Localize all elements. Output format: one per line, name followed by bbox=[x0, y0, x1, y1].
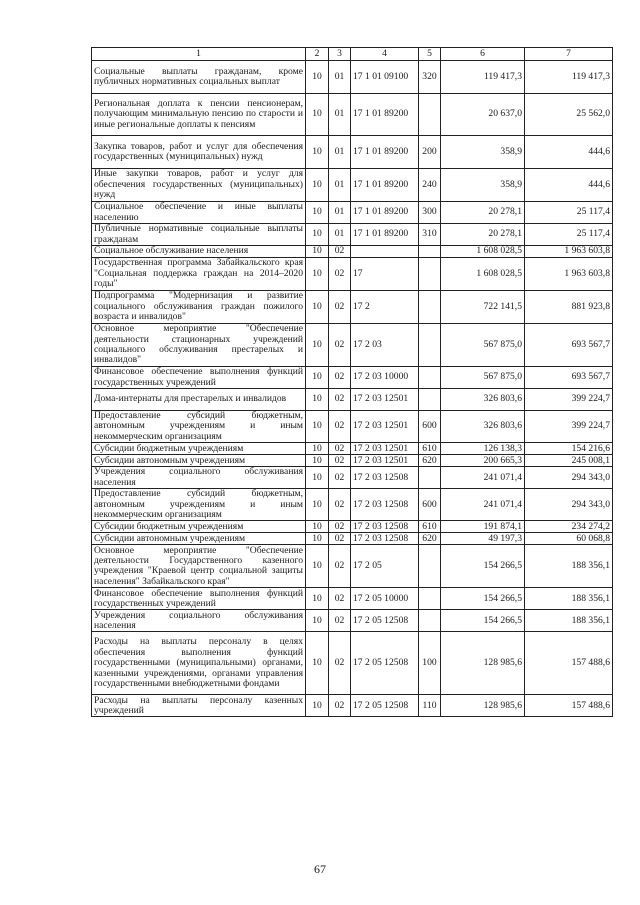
row-amount-year1-cell: 119 417,3 bbox=[441, 61, 525, 94]
row-name-cell: Субсидии бюджетным учреждениям bbox=[92, 443, 306, 455]
row-target-article-cell: 17 2 03 12508 bbox=[351, 467, 419, 489]
row-amount-year2-cell: 157 488,6 bbox=[525, 695, 613, 717]
row-target-article-cell: 17 1 01 89200 bbox=[351, 224, 419, 246]
row-amount-year1-cell: 49 197,3 bbox=[441, 533, 525, 545]
row-amount-year2-cell: 444,6 bbox=[525, 136, 613, 169]
row-target-article-cell: 17 1 01 89200 bbox=[351, 136, 419, 169]
row-expense-type-cell bbox=[419, 467, 441, 489]
row-expense-type-cell bbox=[419, 367, 441, 389]
row-expense-type-cell: 110 bbox=[419, 695, 441, 717]
row-expense-type-cell: 620 bbox=[419, 455, 441, 467]
row-amount-year1-cell: 567 875,0 bbox=[441, 367, 525, 389]
header-cell: 6 bbox=[441, 48, 525, 61]
row-subsection-cell: 01 bbox=[329, 61, 351, 94]
row-amount-year2-cell: 399 224,7 bbox=[525, 411, 613, 443]
row-amount-year2-cell: 245 008,1 bbox=[525, 455, 613, 467]
row-amount-year2-cell: 25 562,0 bbox=[525, 94, 613, 136]
row-amount-year2-cell: 693 567,7 bbox=[525, 324, 613, 367]
row-subsection-cell: 02 bbox=[329, 324, 351, 367]
header-cell: 2 bbox=[306, 48, 329, 61]
row-name-cell: Предоставление субсидий бюджетным, автономным учреждениям и иным некоммерческим организациям bbox=[92, 489, 306, 521]
row-section-cell: 10 bbox=[306, 202, 329, 224]
row-target-article-cell: 17 2 bbox=[351, 291, 419, 324]
row-name-cell: Субсидии автономным учреждениям bbox=[92, 455, 306, 467]
row-section-cell: 10 bbox=[306, 367, 329, 389]
row-amount-year1-cell: 241 071,4 bbox=[441, 467, 525, 489]
row-target-article-cell: 17 2 03 12508 bbox=[351, 533, 419, 545]
row-subsection-cell: 02 bbox=[329, 610, 351, 632]
row-subsection-cell: 02 bbox=[329, 521, 351, 533]
row-expense-type-cell bbox=[419, 389, 441, 411]
row-amount-year1-cell: 358,9 bbox=[441, 169, 525, 202]
row-expense-type-cell bbox=[419, 324, 441, 367]
row-name-cell: Основное мероприятие "Обеспечение деятельности Государственного казенного учреждения "Краевой центр социальной защиты населения" Забайкальского края" bbox=[92, 545, 306, 588]
table-row bbox=[92, 224, 613, 246]
header-cell: 3 bbox=[329, 48, 351, 61]
row-amount-year2-cell: 157 488,6 bbox=[525, 632, 613, 695]
row-expense-type-cell bbox=[419, 610, 441, 632]
row-subsection-cell: 02 bbox=[329, 533, 351, 545]
row-amount-year1-cell: 1 608 028,5 bbox=[441, 258, 525, 291]
table-row bbox=[92, 246, 613, 258]
row-subsection-cell: 02 bbox=[329, 258, 351, 291]
row-name-cell: Региональная доплата к пенсии пенсионерам, получающим минимальную пенсию по старости и иные региональные доплаты к пенсиям bbox=[92, 94, 306, 136]
row-amount-year1-cell: 200 665,3 bbox=[441, 455, 525, 467]
row-target-article-cell: 17 2 03 12501 bbox=[351, 411, 419, 443]
row-section-cell: 10 bbox=[306, 411, 329, 443]
row-expense-type-cell bbox=[419, 94, 441, 136]
row-amount-year1-cell: 722 141,5 bbox=[441, 291, 525, 324]
row-amount-year2-cell: 154 216,6 bbox=[525, 443, 613, 455]
row-section-cell: 10 bbox=[306, 455, 329, 467]
row-amount-year2-cell: 25 117,4 bbox=[525, 202, 613, 224]
row-target-article-cell: 17 2 03 12501 bbox=[351, 443, 419, 455]
row-section-cell: 10 bbox=[306, 389, 329, 411]
row-subsection-cell: 02 bbox=[329, 411, 351, 443]
row-amount-year2-cell: 294 343,0 bbox=[525, 489, 613, 521]
row-section-cell: 10 bbox=[306, 467, 329, 489]
row-expense-type-cell: 610 bbox=[419, 521, 441, 533]
row-amount-year2-cell: 294 343,0 bbox=[525, 467, 613, 489]
row-expense-type-cell: 320 bbox=[419, 61, 441, 94]
row-amount-year1-cell: 20 278,1 bbox=[441, 224, 525, 246]
row-target-article-cell: 17 bbox=[351, 258, 419, 291]
table-row bbox=[92, 695, 613, 717]
row-subsection-cell: 02 bbox=[329, 246, 351, 258]
row-subsection-cell: 02 bbox=[329, 545, 351, 588]
row-expense-type-cell bbox=[419, 291, 441, 324]
row-subsection-cell: 02 bbox=[329, 632, 351, 695]
row-amount-year2-cell: 1 963 603,8 bbox=[525, 246, 613, 258]
row-name-cell: Социальное обслуживание населения bbox=[92, 246, 306, 258]
row-target-article-cell: 17 1 01 09100 bbox=[351, 61, 419, 94]
row-amount-year2-cell: 399 224,7 bbox=[525, 389, 613, 411]
row-amount-year2-cell: 188 356,1 bbox=[525, 545, 613, 588]
row-target-article-cell: 17 2 03 12508 bbox=[351, 521, 419, 533]
row-amount-year1-cell: 358,9 bbox=[441, 136, 525, 169]
row-expense-type-cell: 600 bbox=[419, 489, 441, 521]
row-amount-year1-cell: 128 985,6 bbox=[441, 695, 525, 717]
table-row bbox=[92, 632, 613, 695]
row-subsection-cell: 01 bbox=[329, 224, 351, 246]
table-row bbox=[92, 455, 613, 467]
row-amount-year2-cell: 60 068,8 bbox=[525, 533, 613, 545]
row-subsection-cell: 02 bbox=[329, 367, 351, 389]
row-section-cell: 10 bbox=[306, 136, 329, 169]
table-row bbox=[92, 202, 613, 224]
page-number: 67 bbox=[314, 862, 326, 876]
row-amount-year2-cell: 444,6 bbox=[525, 169, 613, 202]
table-row bbox=[92, 169, 613, 202]
row-expense-type-cell bbox=[419, 246, 441, 258]
row-name-cell: Подпрограмма "Модернизация и развитие социального обслуживания граждан пожилого возраста и инвалидов" bbox=[92, 291, 306, 324]
row-target-article-cell: 17 2 05 bbox=[351, 545, 419, 588]
row-expense-type-cell bbox=[419, 588, 441, 610]
row-name-cell: Финансовое обеспечение выполнения функций государственных учреждений bbox=[92, 588, 306, 610]
table-row bbox=[92, 521, 613, 533]
header-cell: 7 bbox=[525, 48, 613, 61]
table-row bbox=[92, 467, 613, 489]
header-cell: 4 bbox=[351, 48, 419, 61]
row-name-cell: Расходы на выплаты персоналу казенных учреждений bbox=[92, 695, 306, 717]
row-amount-year2-cell: 119 417,3 bbox=[525, 61, 613, 94]
row-name-cell: Государственная программа Забайкальского края "Социальная поддержка граждан на 2014–2020 годы" bbox=[92, 258, 306, 291]
budget-table-sheet bbox=[91, 47, 613, 717]
row-expense-type-cell bbox=[419, 258, 441, 291]
row-amount-year2-cell: 881 923,8 bbox=[525, 291, 613, 324]
row-name-cell: Закупка товаров, работ и услуг для обеспечения государственных (муниципальных) нужд bbox=[92, 136, 306, 169]
row-section-cell: 10 bbox=[306, 588, 329, 610]
row-name-cell: Расходы на выплаты персоналу в целях обеспечения выполнения функций государственными (муниципальными) органами, казенными учреждениями, органами управления государственными внебюджетными фондами bbox=[92, 632, 306, 695]
table-row bbox=[92, 489, 613, 521]
row-amount-year1-cell: 154 266,5 bbox=[441, 545, 525, 588]
row-section-cell: 10 bbox=[306, 443, 329, 455]
table-row bbox=[92, 367, 613, 389]
row-subsection-cell: 02 bbox=[329, 389, 351, 411]
row-section-cell: 10 bbox=[306, 324, 329, 367]
row-amount-year1-cell: 1 608 028,5 bbox=[441, 246, 525, 258]
row-target-article-cell: 17 1 01 89200 bbox=[351, 94, 419, 136]
row-amount-year1-cell: 241 071,4 bbox=[441, 489, 525, 521]
row-name-cell: Субсидии бюджетным учреждениям bbox=[92, 521, 306, 533]
table-row bbox=[92, 588, 613, 610]
row-amount-year1-cell: 154 266,5 bbox=[441, 588, 525, 610]
row-amount-year2-cell: 188 356,1 bbox=[525, 610, 613, 632]
row-target-article-cell: 17 2 03 bbox=[351, 324, 419, 367]
row-target-article-cell: 17 2 05 12508 bbox=[351, 695, 419, 717]
table-row bbox=[92, 94, 613, 136]
row-target-article-cell: 17 2 03 10000 bbox=[351, 367, 419, 389]
row-name-cell: Учреждения социального обслуживания населения bbox=[92, 610, 306, 632]
row-amount-year1-cell: 128 985,6 bbox=[441, 632, 525, 695]
row-expense-type-cell: 310 bbox=[419, 224, 441, 246]
row-subsection-cell: 02 bbox=[329, 695, 351, 717]
row-section-cell: 10 bbox=[306, 521, 329, 533]
row-name-cell: Социальные выплаты гражданам, кроме публичных нормативных социальных выплат bbox=[92, 61, 306, 94]
row-amount-year1-cell: 326 803,6 bbox=[441, 389, 525, 411]
row-name-cell: Иные закупки товаров, работ и услуг для обеспечения государственных (муниципальных) нужд bbox=[92, 169, 306, 202]
row-target-article-cell: 17 1 01 89200 bbox=[351, 202, 419, 224]
row-subsection-cell: 01 bbox=[329, 94, 351, 136]
row-subsection-cell: 01 bbox=[329, 202, 351, 224]
row-section-cell: 10 bbox=[306, 489, 329, 521]
row-subsection-cell: 02 bbox=[329, 489, 351, 521]
row-expense-type-cell: 620 bbox=[419, 533, 441, 545]
row-name-cell: Дома-интернаты для престарелых и инвалидов bbox=[92, 389, 306, 411]
row-section-cell: 10 bbox=[306, 610, 329, 632]
row-target-article-cell: 17 2 05 12508 bbox=[351, 632, 419, 695]
row-amount-year2-cell: 188 356,1 bbox=[525, 588, 613, 610]
row-name-cell: Социальное обеспечение и иные выплаты населению bbox=[92, 202, 306, 224]
table-row bbox=[92, 389, 613, 411]
row-target-article-cell: 17 2 03 12501 bbox=[351, 455, 419, 467]
row-subsection-cell: 01 bbox=[329, 136, 351, 169]
header-cell: 5 bbox=[419, 48, 441, 61]
row-section-cell: 10 bbox=[306, 291, 329, 324]
row-section-cell: 10 bbox=[306, 533, 329, 545]
row-section-cell: 10 bbox=[306, 94, 329, 136]
table-row bbox=[92, 324, 613, 367]
row-amount-year2-cell: 25 117,4 bbox=[525, 224, 613, 246]
row-expense-type-cell: 240 bbox=[419, 169, 441, 202]
row-amount-year2-cell: 693 567,7 bbox=[525, 367, 613, 389]
table-row bbox=[92, 61, 613, 94]
row-section-cell: 10 bbox=[306, 695, 329, 717]
row-name-cell: Учреждения социального обслуживания населения bbox=[92, 467, 306, 489]
row-section-cell: 10 bbox=[306, 246, 329, 258]
row-amount-year2-cell: 234 274,2 bbox=[525, 521, 613, 533]
table-row bbox=[92, 443, 613, 455]
row-amount-year1-cell: 126 138,3 bbox=[441, 443, 525, 455]
row-name-cell: Предоставление субсидий бюджетным, автономным учреждениям и иным некоммерческим организациям bbox=[92, 411, 306, 443]
row-expense-type-cell: 600 bbox=[419, 411, 441, 443]
row-amount-year1-cell: 326 803,6 bbox=[441, 411, 525, 443]
row-section-cell: 10 bbox=[306, 545, 329, 588]
table-row bbox=[92, 136, 613, 169]
row-section-cell: 10 bbox=[306, 224, 329, 246]
row-expense-type-cell: 100 bbox=[419, 632, 441, 695]
row-amount-year1-cell: 567 875,0 bbox=[441, 324, 525, 367]
table-row bbox=[92, 258, 613, 291]
row-expense-type-cell: 300 bbox=[419, 202, 441, 224]
table-row bbox=[92, 610, 613, 632]
row-expense-type-cell bbox=[419, 545, 441, 588]
row-name-cell: Финансовое обеспечение выполнения функций государственных учреждений bbox=[92, 367, 306, 389]
budget-table-body bbox=[92, 48, 613, 717]
row-subsection-cell: 02 bbox=[329, 467, 351, 489]
row-amount-year2-cell: 1 963 603,8 bbox=[525, 258, 613, 291]
row-target-article-cell: 17 1 01 89200 bbox=[351, 169, 419, 202]
row-subsection-cell: 02 bbox=[329, 588, 351, 610]
row-section-cell: 10 bbox=[306, 169, 329, 202]
row-amount-year1-cell: 20 278,1 bbox=[441, 202, 525, 224]
row-subsection-cell: 02 bbox=[329, 455, 351, 467]
row-subsection-cell: 01 bbox=[329, 169, 351, 202]
table-row bbox=[92, 291, 613, 324]
row-name-cell: Субсидии автономным учреждениям bbox=[92, 533, 306, 545]
row-name-cell: Основное мероприятие "Обеспечение деятельности стационарных учреждений социального обслуживания престарелых и инвалидов" bbox=[92, 324, 306, 367]
table-row bbox=[92, 411, 613, 443]
row-subsection-cell: 02 bbox=[329, 443, 351, 455]
row-subsection-cell: 02 bbox=[329, 291, 351, 324]
row-section-cell: 10 bbox=[306, 258, 329, 291]
row-target-article-cell: 17 2 05 10000 bbox=[351, 588, 419, 610]
row-amount-year1-cell: 191 874,1 bbox=[441, 521, 525, 533]
row-expense-type-cell: 610 bbox=[419, 443, 441, 455]
row-target-article-cell: 17 2 05 12508 bbox=[351, 610, 419, 632]
table-row bbox=[92, 545, 613, 588]
row-name-cell: Публичные нормативные социальные выплаты гражданам bbox=[92, 224, 306, 246]
budget-table bbox=[91, 47, 613, 717]
header-cell: 1 bbox=[92, 48, 306, 61]
row-section-cell: 10 bbox=[306, 632, 329, 695]
row-amount-year1-cell: 20 637,0 bbox=[441, 94, 525, 136]
row-target-article-cell: 17 2 03 12508 bbox=[351, 489, 419, 521]
row-amount-year1-cell: 154 266,5 bbox=[441, 610, 525, 632]
row-target-article-cell bbox=[351, 246, 419, 258]
row-expense-type-cell: 200 bbox=[419, 136, 441, 169]
row-section-cell: 10 bbox=[306, 61, 329, 94]
row-target-article-cell: 17 2 03 12501 bbox=[351, 389, 419, 411]
table-row bbox=[92, 533, 613, 545]
table-header-row bbox=[92, 48, 613, 61]
